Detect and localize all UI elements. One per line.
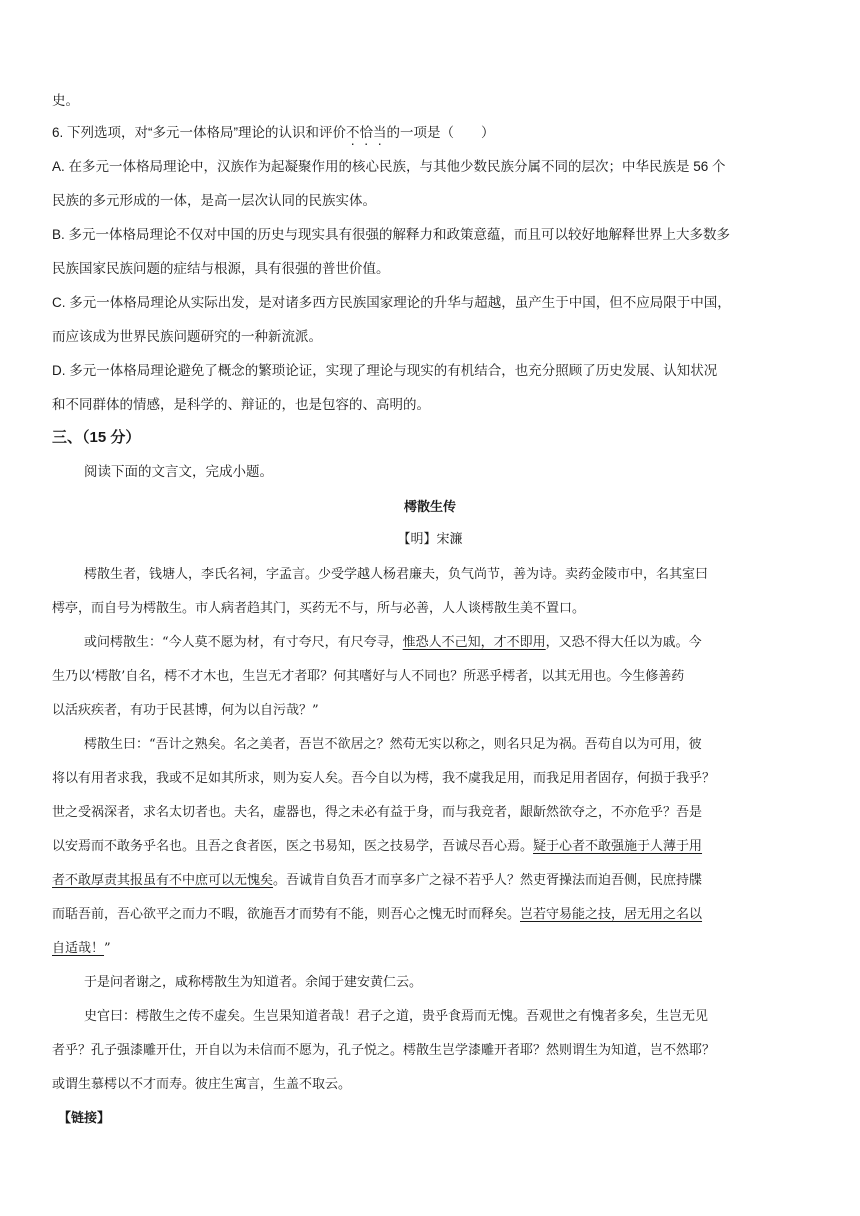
para3-line4-a: 以安焉而不敢务乎名也。且吾之食者医，医之书易知，医之技易学，吾诚尽吾心焉。 [52,839,534,854]
para3-line7 [52,937,111,956]
option-c-line1: C. 多元一体格局理论从实际出发，是对诸多西方民族国家理论的升华与超越，虽产生于中国，但不应局限于中国， [52,295,731,310]
para3-underlined-2a: 疑于心者不敢强施于人薄于用 [533,839,703,854]
para3-line4 [52,835,702,854]
section-3-heading: 三、（15 分） [52,429,141,446]
q6-stem-pre: 6. 下列选项，对“多元一体格局”理论的认识和评价 [52,125,347,140]
para3-line6-a: 而聒吾前，吾心欲平之而力不暇，欲施吾才而势有不能，则吾心之愧无时而释矣。 [52,907,521,922]
option-a-line1: A. 在多元一体格局理论中，汉族作为起凝聚作用的核心民族，与其他少数民族分属不同的层次；中华民族是 56 个 [52,159,726,174]
para4: 于是问者谢之，咸称樗散生为知道者。余闻于建安黄仁云。 [84,975,423,990]
section-3-instruction: 阅读下面的文言文，完成小题。 [84,464,273,479]
para3-line3: 世之受祸深者，求名太切者也。夫名，虚器也，得之未必有益于身，而与我竞者，龈龂然欲夺之，不亦危乎？吾是 [52,805,703,820]
para3-line6 [52,903,702,922]
para1-line2: 樗亭，而自号为樗散生。市人病者趋其门，买药无不与，所与必善，人人谈樗散生美不置口。 [52,601,586,616]
para5-line3: 或谓生慕樗以不才而寿。彼庄生寓言，生盖不取云。 [52,1077,352,1092]
para3-line2: 将以有用者求我，我或不足如其所求，则为妄人矣。吾今自以为樗，我不虞我足用，而我足用者固存，何损于我乎？ [52,771,716,786]
para1-line1: 樗散生者，钱塘人，李氏名祠，字孟言。少受学越人杨君廉夫，负气尚节，善为诗。卖药金陵市中，名其室曰 [84,567,709,582]
para3-underlined-2b: 者不敢厚责其报虽有不中庶可以无愧矣 [52,873,274,888]
q6-emph-qia: 恰 [359,125,374,140]
passage-title: 樗散生传 [403,500,456,515]
para2-line2: 生乃以‘樗散’自名，樗不才木也，生岂无才者耶？何其嗜好与人不同也？所恶乎樗者，以其无用也。今生修善药 [52,669,685,684]
para3-underlined-3b: 自适哉！ [52,941,105,956]
option-b-line1: B. 多元一体格局理论不仅对中国的历史与现实具有很强的解释力和政策意蕴，而且可以较好地解释世界上大多数多 [52,227,731,242]
passage-author: 【明】宋濂 [397,532,463,547]
option-d-line1: D. 多元一体格局理论避免了概念的繁琐论证，实现了理论与现实的有机结合，也充分照顾了历史发展、认知状况 [52,363,718,378]
para3-underlined-3a: 岂若守易能之技，居无用之名以 [520,907,703,922]
para2-line1 [84,631,702,650]
option-c-line2: 而应该成为世界民族问题研究的一种新流派。 [52,329,322,344]
para3-line5-b: 。吾诚肯自负吾才而享多广之禄不若乎人？然吏胥操法而迫吾侧，民庶持牒 [273,873,703,888]
option-b-line2: 民族国家民族问题的症结与根源，具有很强的普世价值。 [52,261,390,276]
para5-line1: 史官曰：樗散生之传不虚矣。生岂果知道者哉！君子之道，贵乎食焉而无愧。吾观世之有愧者多矣，生岂无见 [84,1009,709,1024]
link-label: 【链接】 [58,1111,111,1126]
q6-emph-bu: 不 [346,125,360,140]
q6-stem-post: 的一项是（ ） [386,125,495,140]
question-6-stem [52,121,495,141]
para3-line7-b: ” [104,941,111,956]
para2-underlined-1: 惟恐人不己知，才不即用 [402,635,546,650]
para2-line1-b: ，又恐不得大任以为戚。今 [545,635,702,650]
option-d-line2: 和不同群体的情感，是科学的、辩证的，也是包容的、高明的。 [52,397,430,412]
para3-line1: 樗散生曰：“吾计之熟矣。名之美者，吾岂不欲居之？然苟无实以称之，则名只足为祸。吾苟自以为可用，彼 [84,737,702,752]
top-fragment: 史。 [52,93,79,108]
para2-line1-a: 或问樗散生：“今人莫不愿为材，有寸夸尺，有尺夸寻， [84,635,403,650]
para5-line2: 者乎？孔子强漆雕开仕，开自以为未信而不愿为，孔子悦之。樗散生岂学漆雕开者耶？然则谓生为知道，岂不然耶？ [52,1043,716,1058]
para2-line3: 以活疢疾者，有功于民甚博，何为以自污哉？” [52,703,319,718]
option-a-line2: 民族的多元形成的一体，是高一层次认同的民族实体。 [52,193,376,208]
q6-emph-dang: 当 [373,125,387,140]
para3-line5 [52,869,702,888]
